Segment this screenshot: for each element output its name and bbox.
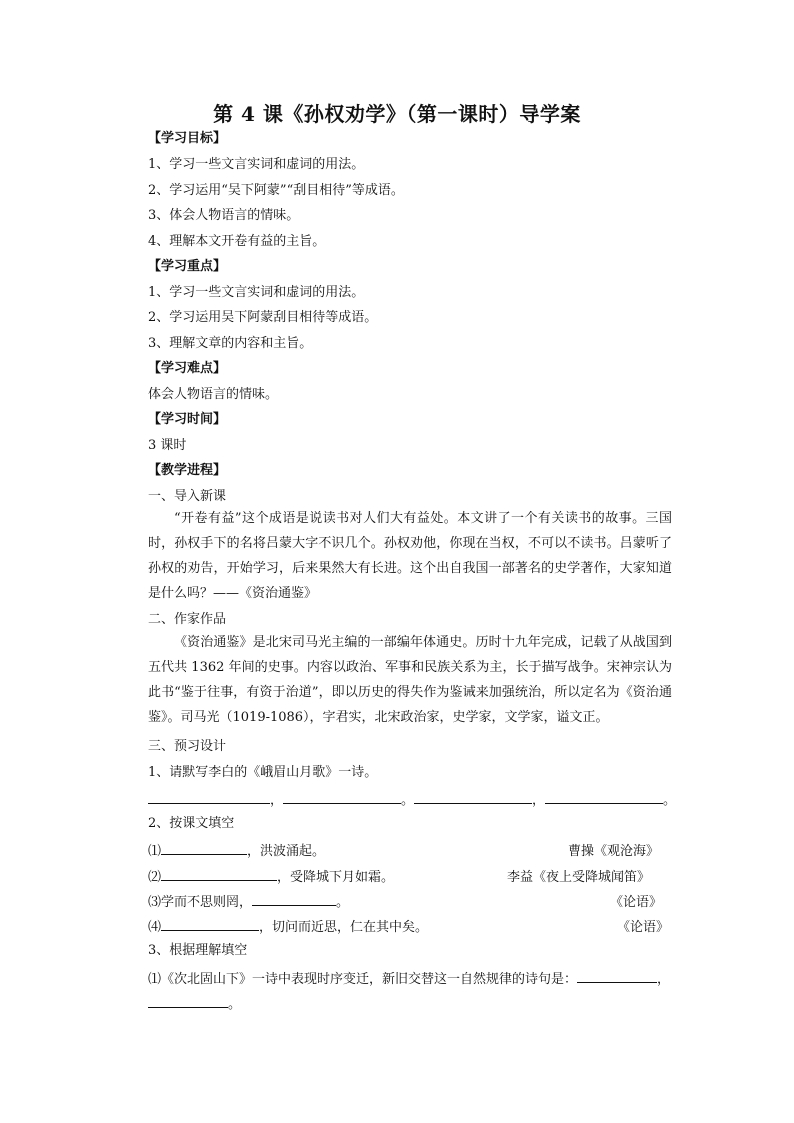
q3-blank-1[interactable] bbox=[577, 968, 657, 983]
period: 。 bbox=[401, 793, 415, 808]
author-paragraph bbox=[148, 630, 672, 730]
fill-text: ，受降城下月如霜。 bbox=[277, 870, 395, 885]
goal-item: 1、学习一些文言实词和虚词的用法。 bbox=[148, 157, 365, 172]
item-number: ⑶ bbox=[148, 895, 162, 910]
key-points-heading: 【学习重点】 bbox=[148, 259, 227, 274]
period: 。 bbox=[228, 997, 242, 1012]
time-heading: 【学习时间】 bbox=[148, 412, 227, 427]
intro-text: “开卷有益”这个成语是说读书对人们大有益处。本文讲了一个有关读书的故事。三国时，孙权手下的名将吕蒙大字不识几个。孙权劝他，你现在当权，不可以不读书。吕蒙听了孙权的劝告，开始学习，后来果然大有长进。这个出自我国一部著名的史学著作，大家知道是什么吗？——《资治通鉴》 bbox=[148, 511, 672, 601]
question-3: 3、根据理解填空 bbox=[148, 943, 248, 958]
poem-blank-3[interactable] bbox=[414, 789, 532, 804]
comma: ， bbox=[657, 972, 671, 987]
goal-item: 2、学习运用“吴下阿蒙”“刮目相待”等成语。 bbox=[148, 183, 404, 198]
preview-heading: 三、预习设计 bbox=[148, 739, 227, 754]
difficulty-text: 体会人物语言的情味。 bbox=[148, 387, 279, 402]
author-text: 《资治通鉴》是北宋司马光主编的一部编年体通史。历时十九年完成，记载了从战国到五代共 1362 年间的史事。内容以政治、军事和民族关系为主，长于描写战争。宋神宗认为此书“鉴于往事，有资于治道”，即以历史的得失作为鉴诫来加强统治，所以定名为《资治通鉴》。司马光（1019-1086），字君实，北宋政治家，史学家，文学家，谥文正。 bbox=[148, 635, 672, 725]
key-point-item: 2、学习运用吴下阿蒙刮目相待等成语。 bbox=[148, 310, 378, 325]
comma: ， bbox=[270, 793, 284, 808]
question-2: 2、按课文填空 bbox=[148, 816, 235, 831]
page-title: 第 4 课《孙权劝学》（第一课时）导学案 bbox=[213, 102, 581, 126]
fill-blank-3[interactable] bbox=[252, 891, 336, 906]
question-1: 1、请默写李白的《峨眉山月歌》一诗。 bbox=[148, 765, 378, 780]
q3-text: ⑴《次北固山下》一诗中表现时序变迁，新旧交替这一自然规律的诗句是： bbox=[148, 972, 578, 987]
key-point-item: 3、理解文章的内容和主旨。 bbox=[148, 336, 313, 351]
fill-source: 李益《夜上受降城闻笛》 bbox=[507, 870, 651, 885]
intro-heading: 一、导入新课 bbox=[148, 489, 227, 504]
item-number: ⑴ bbox=[148, 844, 162, 859]
item-number: ⑵ bbox=[148, 870, 162, 885]
fill-blank-2[interactable] bbox=[161, 866, 277, 881]
poem-blank-2[interactable] bbox=[283, 789, 401, 804]
fill-item-4 bbox=[148, 916, 428, 937]
poem-blank-row bbox=[148, 789, 676, 810]
fill-text: 。 bbox=[336, 895, 350, 910]
fill-prefix: 学而不思则罔， bbox=[161, 895, 253, 910]
author-heading: 二、作家作品 bbox=[148, 612, 227, 627]
time-text: 3 课时 bbox=[148, 438, 187, 453]
fill-blank-1[interactable] bbox=[161, 840, 247, 855]
goal-item: 3、体会人物语言的情味。 bbox=[148, 208, 300, 223]
poem-blank-4[interactable] bbox=[545, 789, 663, 804]
q3-item-1-cont bbox=[148, 993, 241, 1014]
fill-blank-4[interactable] bbox=[161, 916, 259, 931]
difficulty-heading: 【学习难点】 bbox=[148, 361, 227, 376]
q3-blank-2[interactable] bbox=[148, 993, 228, 1008]
key-point-item: 1、学习一些文言实词和虚词的用法。 bbox=[148, 285, 365, 300]
q3-item-1 bbox=[148, 968, 670, 989]
fill-source: 《论语》 bbox=[610, 895, 663, 910]
process-heading: 【教学进程】 bbox=[148, 463, 227, 478]
fill-source: 《论语》 bbox=[617, 920, 670, 935]
period: 。 bbox=[663, 793, 677, 808]
goals-heading: 【学习目标】 bbox=[148, 131, 227, 146]
fill-item-2 bbox=[148, 866, 394, 887]
intro-paragraph bbox=[148, 506, 672, 606]
fill-item-1 bbox=[148, 840, 325, 861]
poem-blank-1[interactable] bbox=[148, 789, 270, 804]
goal-item: 4、理解本文开卷有益的主旨。 bbox=[148, 234, 326, 249]
comma: ， bbox=[532, 793, 546, 808]
fill-source: 曹操《观沧海》 bbox=[568, 844, 660, 859]
fill-text: ，切问而近思，仁在其中矣。 bbox=[259, 920, 429, 935]
item-number: ⑷ bbox=[148, 920, 162, 935]
fill-text: ，洪波涌起。 bbox=[247, 844, 326, 859]
fill-item-3 bbox=[148, 891, 349, 912]
